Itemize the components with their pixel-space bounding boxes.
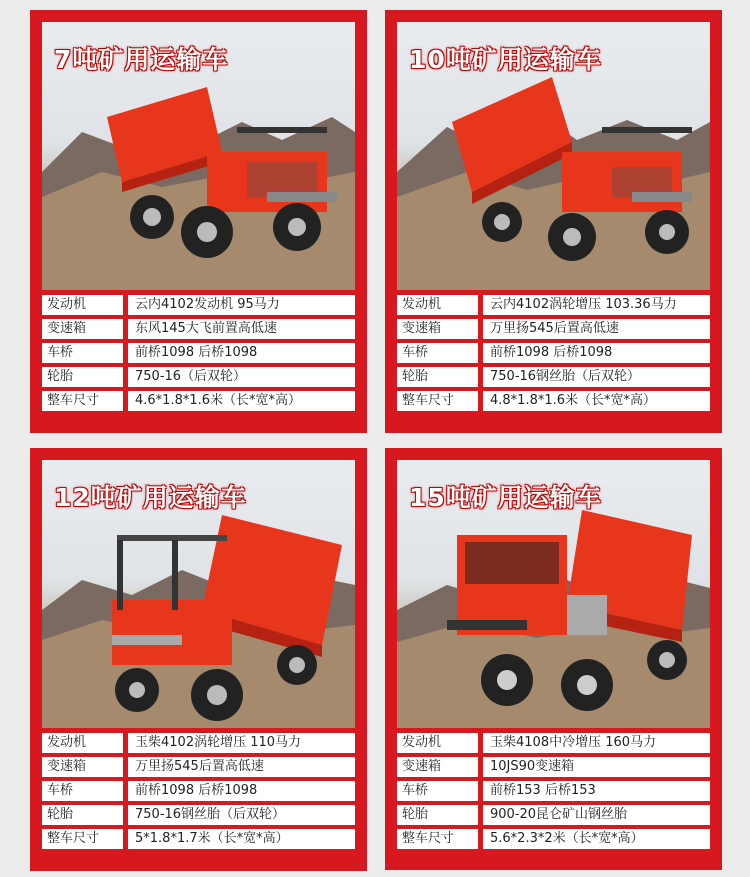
spec-label: 整车尺寸 [397,391,478,411]
spec-row [397,805,710,825]
spec-row [397,367,710,387]
card-title: 10吨矿用运输车 [409,45,602,74]
spec-row [397,391,710,411]
truck-photo [42,460,355,728]
spec-value: 前桥1098 后桥1098 [128,343,355,363]
spec-value: 玉柴4108中冷增压 160马力 [483,733,710,753]
spec-value: 900-20昆仑矿山钢丝胎 [483,805,710,825]
product-card-12t[interactable] [30,448,367,871]
spec-row [397,781,710,801]
spec-value: 玉柴4102涡轮增压 110马力 [128,733,355,753]
spec-row [42,319,355,339]
spec-label: 车桥 [42,781,123,801]
spec-table [397,291,710,411]
spec-value: 万里扬545后置高低速 [128,757,355,777]
product-card-10t[interactable] [385,10,722,433]
spec-value: 东风145大飞前置高低速 [128,319,355,339]
spec-row [42,805,355,825]
spec-row [42,829,355,849]
spec-value: 4.8*1.8*1.6米（长*宽*高） [483,391,710,411]
spec-label: 发动机 [397,733,478,753]
truck-photo [397,22,710,290]
spec-value: 750-16钢丝胎（后双轮） [483,367,710,387]
spec-value: 前桥1098 后桥1098 [483,343,710,363]
spec-label: 车桥 [397,781,478,801]
spec-value: 前桥153 后桥153 [483,781,710,801]
spec-value: 10JS90变速箱 [483,757,710,777]
spec-value: 750-16（后双轮） [128,367,355,387]
spec-row [42,391,355,411]
spec-row [397,343,710,363]
spec-label: 整车尺寸 [42,829,123,849]
spec-label: 轮胎 [42,805,123,825]
spec-row [42,367,355,387]
spec-row [397,829,710,849]
spec-label: 整车尺寸 [397,829,478,849]
spec-label: 轮胎 [42,367,123,387]
card-title: 12吨矿用运输车 [54,483,247,512]
spec-label: 变速箱 [42,319,123,339]
spec-label: 轮胎 [397,367,478,387]
card-title: 15吨矿用运输车 [409,483,602,512]
spec-label: 整车尺寸 [42,391,123,411]
truck-photo [397,460,710,728]
spec-label: 发动机 [42,733,123,753]
spec-label: 变速箱 [42,757,123,777]
spec-row [397,733,710,753]
spec-label: 变速箱 [397,319,478,339]
spec-label: 发动机 [42,295,123,315]
spec-label: 发动机 [397,295,478,315]
spec-value: 万里扬545后置高低速 [483,319,710,339]
spec-value: 5.6*2.3*2米（长*宽*高） [483,829,710,849]
truck-photo [42,22,355,290]
product-card-15t[interactable] [385,448,722,870]
spec-row [42,781,355,801]
spec-value: 前桥1098 后桥1098 [128,781,355,801]
spec-row [397,757,710,777]
spec-label: 车桥 [397,343,478,363]
spec-row [42,295,355,315]
spec-table [397,729,710,849]
spec-label: 轮胎 [397,805,478,825]
spec-value: 云内4102涡轮增压 103.36马力 [483,295,710,315]
spec-value: 750-16钢丝胎（后双轮） [128,805,355,825]
spec-label: 车桥 [42,343,123,363]
spec-row [397,295,710,315]
spec-label: 变速箱 [397,757,478,777]
spec-table [42,729,355,849]
spec-row [42,343,355,363]
spec-row [42,757,355,777]
spec-value: 4.6*1.8*1.6米（长*宽*高） [128,391,355,411]
product-card-7t[interactable] [30,10,367,433]
spec-row [42,733,355,753]
card-title: 7吨矿用运输车 [54,45,229,74]
spec-table [42,291,355,411]
spec-row [397,319,710,339]
spec-value: 云内4102发动机 95马力 [128,295,355,315]
spec-value: 5*1.8*1.7米（长*宽*高） [128,829,355,849]
